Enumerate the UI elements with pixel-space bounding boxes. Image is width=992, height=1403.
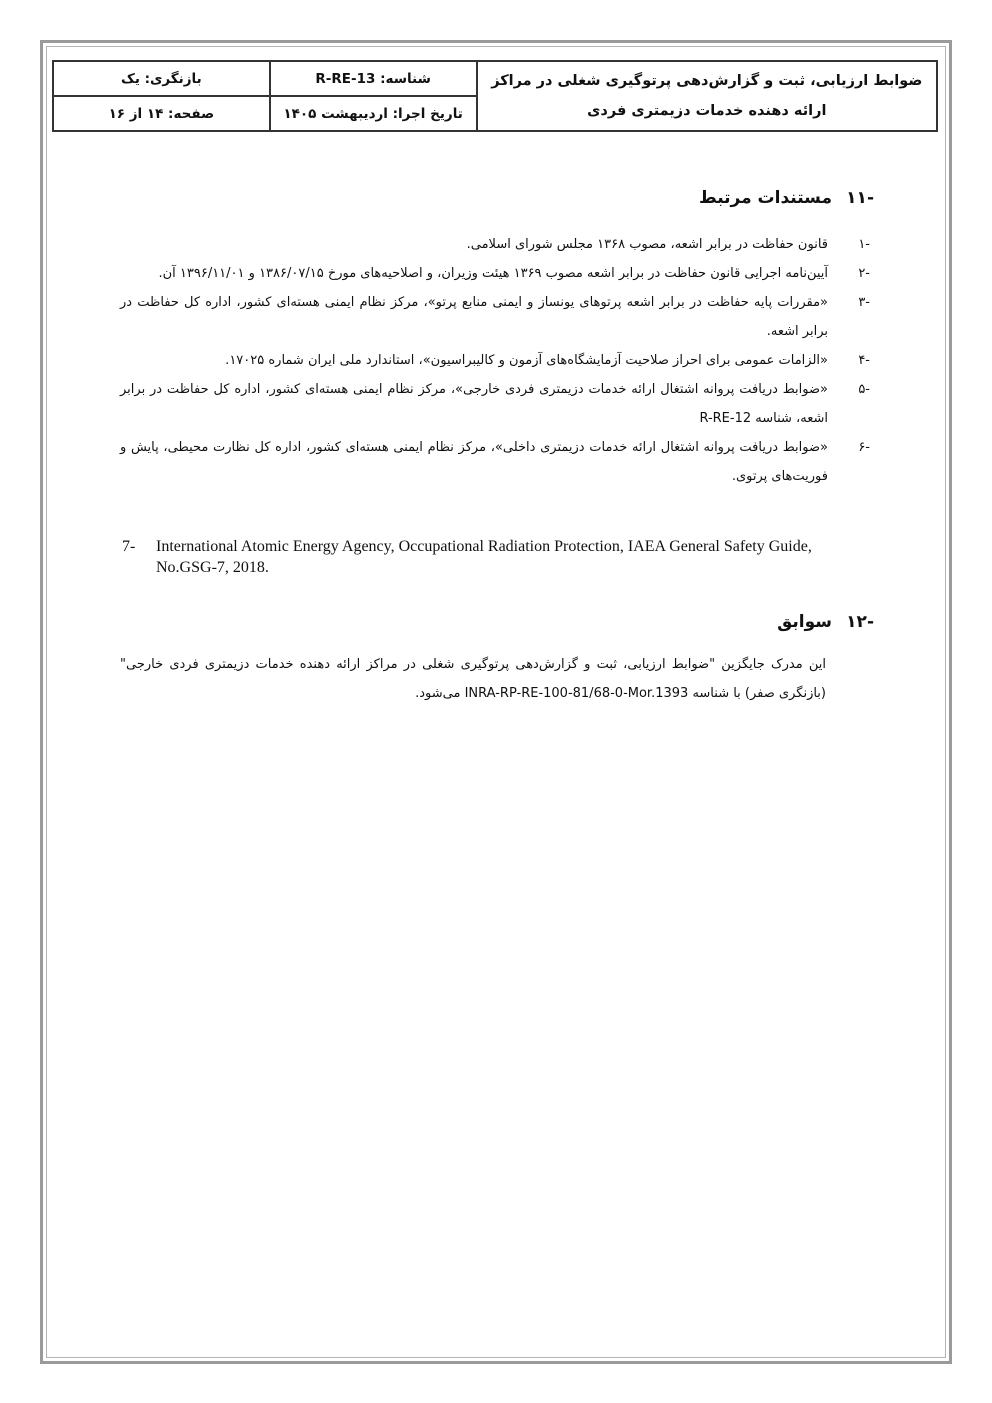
section-11-title: مستندات مرتبط [699, 188, 832, 208]
effective-date: تاریخ اجرا: اردیبهشت ۱۴۰۵ [270, 96, 477, 131]
document-header-table [52, 60, 938, 132]
list-item-text: «الزامات عمومی برای احراز صلاحیت آزمایشگاه‌های آزمون و کالیبراسیون»، استاندارد ملی ایران شماره ۱۷۰۲۵. [225, 353, 828, 368]
list-item-number: -۲ [858, 266, 870, 281]
history-paragraph: این مدرک جایگزین "ضوابط ارزیابی، ثبت و گزارش‌دهی پرتوگیری شغلی در مراکز ارائه دهنده خدمات دزیمتری فردی خارجی" (بازنگری صفر) با شناسه INRA-RP-RE-100-81/68-0-Mor.1393 می‌شود. [120, 657, 826, 701]
list-item [120, 375, 870, 433]
english-reference-text: International Atomic Energy Agency, Occupational Radiation Protection, IAEA General Safety Guide, No.GSG-7, 2018. [156, 538, 812, 576]
document-id: شناسه: R-RE-13 [270, 61, 477, 96]
list-item-number: -۴ [858, 353, 870, 368]
page-number: صفحه: ۱۴ از ۱۶ [53, 96, 270, 131]
section-12-title: سوابق [777, 612, 832, 632]
section-11-number: -۱۱ [846, 188, 874, 208]
section-12-heading [777, 612, 874, 632]
english-reference-number: 7- [122, 538, 136, 555]
list-item [120, 346, 870, 375]
list-item [120, 288, 870, 346]
list-item [120, 230, 870, 259]
related-documents-list [120, 230, 870, 491]
list-item-number: -۱ [858, 237, 870, 252]
list-item-text: «مقررات پایه حفاظت در برابر اشعه پرتوهای یونساز و ایمنی منابع پرتو»، مرکز نظام ایمنی هسته‌ای کشور، اداره کل حفاظت در برابر اشعه. [120, 295, 828, 339]
section-12-number: -۱۲ [846, 612, 874, 632]
list-item-number: -۳ [858, 295, 870, 310]
list-item [120, 433, 870, 491]
section-11-heading [699, 188, 874, 208]
english-reference-item [122, 536, 822, 578]
list-item-text: «ضوابط دریافت پروانه اشتغال ارائه خدمات دزیمتری داخلی»، مرکز نظام ایمنی هسته‌ای کشور، اداره کل نظارت محیطی، پایش و فوریت‌های پرتوی. [120, 440, 828, 484]
list-item-number: -۶ [858, 440, 870, 455]
revision-label: بازنگری: یک [53, 61, 270, 96]
list-item-text: آیین‌نامه اجرایی قانون حفاظت در برابر اشعه مصوب ۱۳۶۹ هیئت وزیران، و اصلاحیه‌های مورخ ۱۳۸۶/۰۷/۱۵ و ۱۳۹۶/۱۱/۰۱ آن. [158, 266, 828, 281]
list-item-number: -۵ [858, 382, 870, 397]
list-item [120, 259, 870, 288]
list-item-text: «ضوابط دریافت پروانه اشتغال ارائه خدمات دزیمتری فردی خارجی»، مرکز نظام ایمنی هسته‌ای کشور، اداره کل حفاظت در برابر اشعه، شناسه R-RE-12 [120, 382, 828, 426]
list-item-text: قانون حفاظت در برابر اشعه، مصوب ۱۳۶۸ مجلس شورای اسلامی. [466, 237, 828, 252]
document-title: ضوابط ارزیابی، ثبت و گزارش‌دهی پرتوگیری شغلی در مراکز ارائه دهنده خدمات دزیمتری فردی [477, 61, 937, 131]
